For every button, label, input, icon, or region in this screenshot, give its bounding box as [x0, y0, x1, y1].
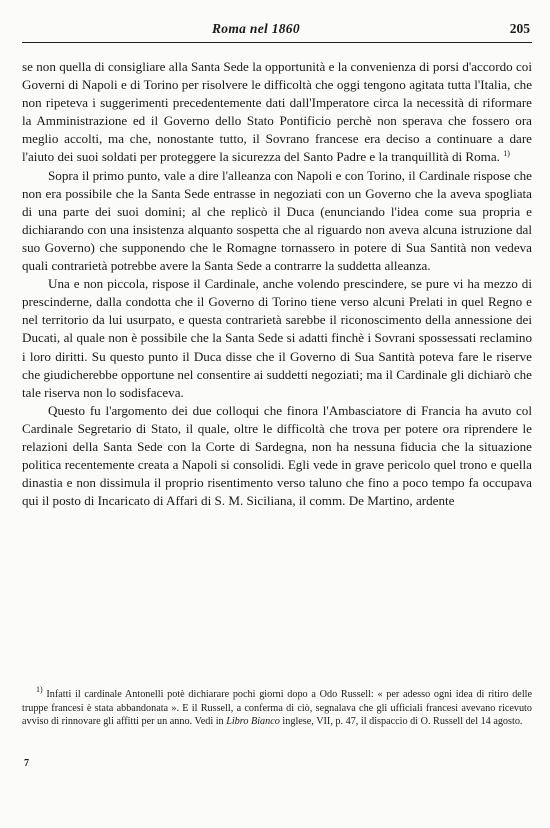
paragraph: se non quella di consigliare alla Santa Sede la opportunità e la convenienza di porsi d'accordo coi Governi di Napoli e di Torino per risolvere le difficoltà che oggi tengono agitata tutta l'Italia, che non ripeteva i suggerimenti precedentemente dati dall'Imperatore circa la necessità di riformare la Amministrazione ed il Governo dello Stato Pontificio perchè non sperava che fossero ora meglio accolti, ma che, nonostante tutto, il Sovrano francese era deciso a continuare a dare l'aiuto dei suoi soldati per proteggere la sicurezza del Santo Padre e la tranquillità di Roma. $^{1)}$	[22, 59, 532, 165]
page-number: 205	[509, 21, 530, 36]
running-title: Roma nel 1860	[212, 21, 300, 36]
paragraph: Sopra il primo punto, vale a dire l'alleanza con Napoli e con Torino, il Cardinale rispose che non era possibile che la Santa Sede entrasse in negoziati con un Governo che la aveva spogliata di una parte dei suoi domini; al che replicò il Duca (enunciando l'idea come sua propria e dichiarando con una insistenza alquanto sospetta che al riguardo non aveva alcuna istruzione dal suo Governo) che supponendo che le Romagne tornassero in potere di Sua Santità non vedeva quali contrarietà potrebbe avere la Santa Sede a contrarre la suddetta alleanza.	[22, 167, 532, 274]
running-header	[22, 20, 532, 43]
footnote-marker: 1)	[36, 685, 43, 694]
footnote: $^{1)}$ Infatti il cardinale Antonelli potè dichiarare pochi giorni dopo a Odo Russell: « per adesso ogni idea di ritiro delle truppe francesi è stata abbandonata ». E il Russell, a conferma di ciò, segnalava che gli ufficiali francesi avevano ricevuto avviso di rinnovare gli affitti per un anno. Vedi in Libro Bianco inglese, VII, p. 47, il dispaccio di O. Russell del 14 agosto.	[22, 685, 533, 728]
paragraph: Una e non piccola, rispose il Cardinale, anche volendo prescindere, se pure vi ha mezzo di prescinderne, dalla condotta che il Governo di Torino tiene verso alcuni Prelati in quel Regno e nel territorio da lui usurpato, e questa contrarietà sarebbe il riconoscimento della annessione dei Ducati, al quale non è possibile che la Santa Sede si adatti finchè i Sovrani spossessati reclamino i loro diritti. Su questo punto il Duca disse che il Governo di Sua Santità poteva fare le riserve che giudicherebbe opportune nel consentire ai suddetti negoziati; ma il Cardinale gli dichiarò che tale riserva non lo sodisfaceva.	[22, 276, 532, 400]
book-title: Libro Bianco	[226, 716, 280, 728]
paragraph: Questo fu l'argomento dei due colloqui che finora l'Ambasciatore di Francia ha avuto col Cardinale Segretario di Stato, il quale, oltre le difficoltà che trova per potere ora riprendere le relazioni della Santa Sede con la Corte di Sardegna, non ha nessuna fiducia che la situazione politica recentemente creata a Napoli si consolidi. Egli vede in grave pericolo quel trono e quella dinastia e non dissimula il proprio risentimento verso taluno che fino a poco tempo fa occupava qui il posto di Incaricato di Affari di S. M. Siciliana, il comm. De Martino, ardente	[22, 402, 532, 509]
signature-mark: 7	[24, 758, 29, 769]
footnotes	[22, 685, 533, 729]
footnote-reference[interactable]: 1)	[503, 149, 510, 159]
body-text	[22, 58, 532, 510]
